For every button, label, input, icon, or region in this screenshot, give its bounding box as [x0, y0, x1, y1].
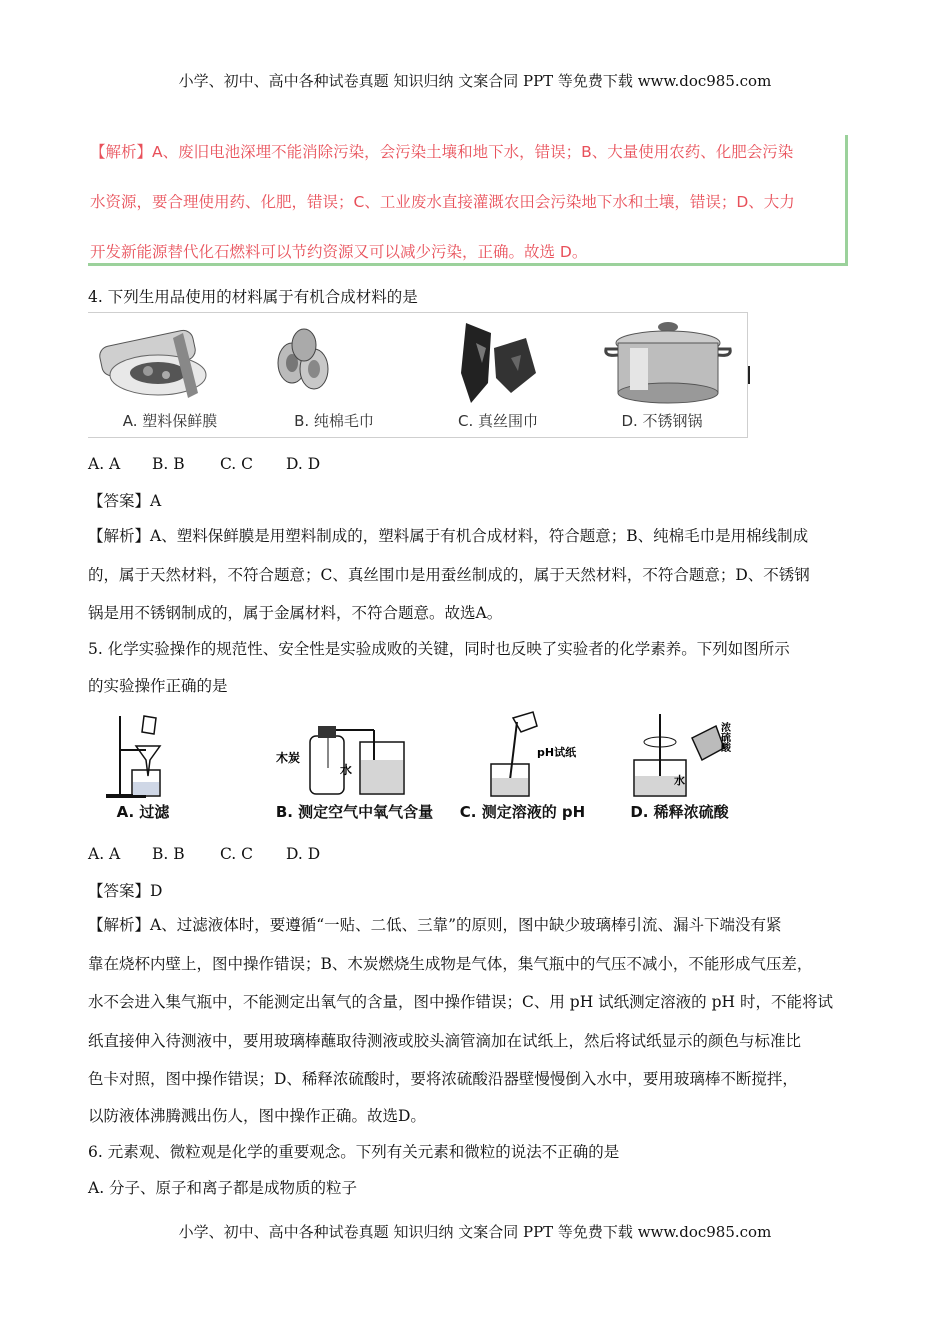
- q4-option: B. B: [152, 455, 185, 473]
- ph-paper-label: pH试纸: [537, 746, 577, 759]
- q6-option-a: A. 分子、原子和离子都是成物质的粒子: [88, 1179, 358, 1197]
- q5-analysis-line: 【解析】A、过滤液体时，要遵循“一贴、二低、三靠”的原则，图中缺少玻璃棒引流、漏斗下端没有紧: [88, 916, 782, 934]
- cotton-towel-image: [252, 313, 416, 408]
- oxygen-test-image: [262, 708, 447, 803]
- dilute-acid-image: [612, 708, 747, 803]
- q5-option: A. A: [88, 845, 121, 863]
- q4-figure-label: A. 塑料保鲜膜: [122, 412, 218, 430]
- q4-options: [88, 455, 388, 475]
- q5-analysis-line: 水不会进入集气瓶中，不能测定出氧气的含量，图中操作错误；C、用 pH 试纸测定溶液的 pH 时，不能将试: [88, 993, 833, 1011]
- charcoal-label: 木炭: [276, 751, 301, 765]
- stainless-pot-image: [580, 313, 747, 408]
- q4-option: A. A: [88, 455, 121, 473]
- q4-figure-b: [252, 313, 416, 437]
- q5-analysis-line: 色卡对照，图中操作错误；D、稀释浓硫酸时，要将浓硫酸沿器壁慢慢倒入水中，要用玻璃棒不断搅拌，: [88, 1070, 798, 1088]
- ph-test-image: [455, 708, 590, 803]
- q3-analysis-line: 开发新能源替代化石燃料可以节约资源又可以减少污染，正确。故选 D。: [90, 243, 588, 261]
- acid-label: 浓硫酸: [718, 722, 730, 752]
- divider: [748, 366, 750, 384]
- q4-figure-label: B. 纯棉毛巾: [294, 412, 374, 430]
- q5-figure-label: C. 测定溶液的 pH: [459, 803, 586, 821]
- q5-stem-line: 的实验操作正确的是: [88, 677, 228, 695]
- q5-analysis-line: 纸直接伸入待测液中，要用玻璃棒蘸取待测液或胶头滴管滴加在试纸上，然后将试纸显示的颜色与标准比: [88, 1032, 802, 1050]
- q5-figure-label: A. 过滤: [116, 803, 170, 821]
- q5-answer: 【答案】D: [88, 882, 163, 900]
- q5-analysis-line: 靠在烧杯内壁上，图中操作错误；B、木炭燃烧生成物是气体，集气瓶中的气压不减小，不能形成气压差，: [88, 955, 813, 973]
- q4-option: D. D: [286, 455, 321, 473]
- water-label: 水: [674, 774, 685, 787]
- q5-figure-label: D. 稀释浓硫酸: [630, 803, 729, 821]
- q5-figure-b: [262, 708, 447, 828]
- q4-analysis-line: 锅是用不锈钢制成的，属于金属材料，不符合题意。故选A。: [88, 604, 503, 622]
- q4-analysis-line: 的，属于天然材料，不符合题意；C、真丝围巾是用蚕丝制成的，属于天然材料，不符合题意；D、不锈钢: [88, 566, 810, 584]
- q3-analysis-line: 【解析】A、废旧电池深埋不能消除污染，会污染土壤和地下水，错误；B、大量使用农药、化肥会污染: [90, 143, 794, 161]
- q4-figure: [88, 312, 748, 438]
- filtration-image: [98, 708, 188, 803]
- q5-options: [88, 845, 388, 865]
- q5-option: C. C: [220, 845, 254, 863]
- page-header: 小学、初中、高中各种试卷真题 知识归纳 文案合同 PPT 等免费下载 www.doc985.com: [178, 72, 772, 90]
- q6-stem: 6. 元素观、微粒观是化学的重要观念。下列有关元素和微粒的说法不正确的是: [88, 1143, 620, 1161]
- q3-analysis-line: 水资源，要合理使用药、化肥，错误；C、工业废水直接灌溉农田会污染地下水和土壤，错误；D、大力: [90, 193, 795, 211]
- q4-stem: 4. 下列生用品使用的材料属于有机合成材料的是: [88, 288, 418, 306]
- q5-figure-a: [98, 708, 188, 828]
- q4-option: C. C: [220, 455, 254, 473]
- q5-analysis-line: 以防液体沸腾溅出伤人，图中操作正确。故选D。: [88, 1107, 426, 1125]
- silk-scarf-image: [416, 313, 580, 408]
- q4-figure-a: [88, 313, 252, 437]
- q5-option: D. D: [286, 845, 321, 863]
- q5-option: B. B: [152, 845, 185, 863]
- q4-figure-c: [416, 313, 580, 437]
- page-footer: 小学、初中、高中各种试卷真题 知识归纳 文案合同 PPT 等免费下载 www.doc985.com: [178, 1223, 772, 1241]
- q5-stem-line: 5. 化学实验操作的规范性、安全性是实验成败的关键，同时也反映了实验者的化学素养。下列如图所示: [88, 640, 790, 658]
- q4-figure-d: [580, 313, 744, 437]
- q4-answer: 【答案】A: [88, 492, 162, 510]
- q5-figure-d: [612, 708, 747, 828]
- q4-figure-label: C. 真丝围巾: [457, 412, 538, 430]
- q5-figure-c: [455, 708, 590, 828]
- water-label: 水: [340, 763, 353, 777]
- q4-figure-label: D. 不锈钢锅: [621, 412, 703, 430]
- q4-analysis-line: 【解析】A、塑料保鲜膜是用塑料制成的，塑料属于有机合成材料，符合题意；B、纯棉毛巾是用棉线制成: [88, 527, 809, 545]
- plastic-wrap-image: [88, 313, 252, 408]
- q5-figure-label: B. 测定空气中氧气含量: [275, 803, 434, 821]
